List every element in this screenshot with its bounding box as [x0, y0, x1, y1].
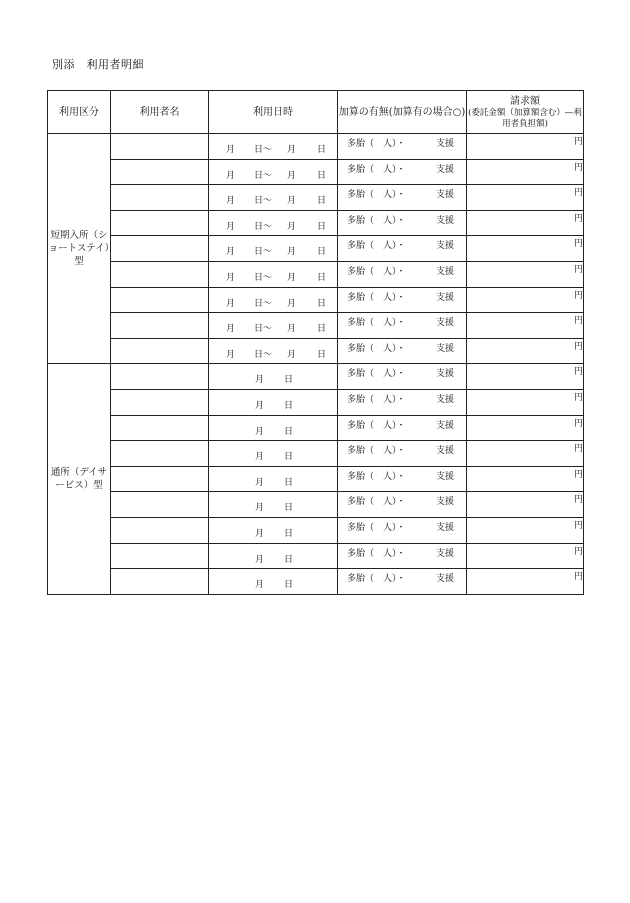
yen-label: 円 — [573, 137, 583, 147]
yen-label: 円 — [573, 495, 583, 506]
month-label: 月 — [287, 272, 297, 283]
month-label: 月 — [287, 170, 297, 181]
month-label: 月 — [226, 349, 236, 360]
user-name-cell[interactable] — [111, 517, 209, 543]
support-label: 支援 — [436, 548, 455, 559]
request-amount-cell[interactable] — [467, 441, 584, 467]
month-label: 月 — [255, 554, 265, 565]
table-row — [48, 492, 584, 518]
month-label: 月 — [226, 247, 236, 258]
user-name-cell[interactable] — [111, 441, 209, 467]
support-label: 支援 — [436, 139, 455, 149]
table-row — [48, 261, 584, 287]
month-label: 月 — [226, 221, 236, 232]
multi-birth-label: 多胎（ 人）・ — [347, 522, 406, 533]
yen-label: 円 — [573, 264, 583, 275]
addition-cell[interactable] — [338, 313, 467, 339]
category-cell: 通所（デイサービス）型 — [48, 364, 111, 594]
month-label: 月 — [287, 298, 297, 309]
day-label: 日 — [317, 272, 327, 283]
user-name-cell[interactable] — [111, 236, 209, 262]
day-label: 日 — [284, 503, 294, 514]
day-from-label: 日〜 — [254, 221, 273, 232]
yen-label: 円 — [573, 213, 583, 224]
month-label: 月 — [226, 196, 236, 207]
addition-cell[interactable] — [338, 492, 467, 518]
multi-birth-label: 多胎（ 人）・ — [347, 318, 406, 329]
user-name-cell[interactable] — [111, 210, 209, 236]
table-row — [48, 569, 584, 595]
header-usage-datetime: 利用日時 — [209, 91, 338, 134]
table-row — [48, 441, 584, 467]
yen-label: 円 — [573, 418, 583, 429]
day-from-label: 日〜 — [254, 349, 273, 360]
request-amount-cell[interactable] — [467, 134, 584, 160]
usage-date-cell[interactable] — [209, 261, 338, 287]
request-amount-cell[interactable] — [467, 338, 584, 364]
request-amount-cell[interactable] — [467, 492, 584, 518]
multi-birth-label: 多胎（ 人）・ — [347, 241, 406, 252]
day-from-label: 日〜 — [254, 324, 273, 335]
month-label: 月 — [287, 247, 297, 258]
request-amount-cell[interactable] — [467, 236, 584, 262]
request-amount-cell[interactable] — [467, 210, 584, 236]
usage-date-cell[interactable] — [209, 287, 338, 313]
table-row — [48, 466, 584, 492]
month-label: 月 — [255, 503, 265, 514]
yen-label: 円 — [573, 290, 583, 301]
support-label: 支援 — [436, 343, 455, 354]
user-name-cell[interactable] — [111, 287, 209, 313]
multi-birth-label: 多胎（ 人）・ — [347, 164, 406, 175]
multi-birth-label: 多胎（ 人）・ — [347, 420, 406, 431]
yen-label: 円 — [573, 392, 583, 403]
month-label: 月 — [287, 145, 297, 155]
day-from-label: 日〜 — [254, 272, 273, 283]
usage-date-cell[interactable] — [209, 543, 338, 569]
user-name-cell[interactable] — [111, 466, 209, 492]
yen-label: 円 — [573, 469, 583, 480]
request-amount-cell[interactable] — [467, 517, 584, 543]
header-request-sub: (委託金額（加算額含む）―利用者負担額) — [468, 107, 582, 129]
user-name-cell[interactable] — [111, 364, 209, 390]
request-amount-cell[interactable] — [467, 415, 584, 441]
user-name-cell[interactable] — [111, 185, 209, 211]
request-amount-cell[interactable] — [467, 543, 584, 569]
table-row — [48, 185, 584, 211]
request-amount-cell[interactable] — [467, 364, 584, 390]
usage-date-cell[interactable] — [209, 236, 338, 262]
yen-label: 円 — [573, 546, 583, 557]
table-row — [48, 159, 584, 185]
day-from-label: 日〜 — [254, 170, 273, 181]
usage-date-cell[interactable] — [209, 415, 338, 441]
addition-cell[interactable] — [338, 364, 467, 390]
user-name-cell[interactable] — [111, 389, 209, 415]
usage-date-cell[interactable] — [209, 134, 338, 160]
usage-date-cell[interactable] — [209, 441, 338, 467]
day-label: 日 — [317, 349, 327, 360]
support-label: 支援 — [436, 420, 455, 431]
day-label: 日 — [284, 452, 294, 463]
header-request-main: 請求額 — [510, 95, 540, 107]
day-label: 日 — [284, 528, 294, 539]
multi-birth-label: 多胎（ 人）・ — [347, 266, 406, 277]
multi-birth-label: 多胎（ 人）・ — [347, 497, 406, 508]
month-label: 月 — [255, 528, 265, 539]
addition-cell[interactable] — [338, 338, 467, 364]
day-from-label: 日〜 — [254, 145, 273, 155]
multi-birth-label: 多胎（ 人）・ — [347, 471, 406, 482]
multi-birth-label: 多胎（ 人）・ — [347, 574, 406, 585]
day-label: 日 — [317, 298, 327, 309]
usage-date-cell[interactable] — [209, 159, 338, 185]
request-amount-cell[interactable] — [467, 159, 584, 185]
table-row — [48, 313, 584, 339]
addition-cell[interactable] — [338, 415, 467, 441]
user-name-cell[interactable] — [111, 134, 209, 160]
usage-date-cell[interactable] — [209, 313, 338, 339]
addition-cell[interactable] — [338, 441, 467, 467]
usage-date-cell[interactable] — [209, 517, 338, 543]
day-label: 日 — [284, 477, 294, 488]
support-label: 支援 — [436, 164, 455, 175]
usage-date-cell[interactable] — [209, 210, 338, 236]
request-amount-cell[interactable] — [467, 389, 584, 415]
yen-label: 円 — [573, 188, 583, 199]
multi-birth-label: 多胎（ 人）・ — [347, 548, 406, 559]
month-label: 月 — [255, 375, 265, 386]
day-from-label: 日〜 — [254, 196, 273, 207]
yen-label: 円 — [573, 341, 583, 352]
yen-label: 円 — [573, 162, 583, 173]
usage-date-cell[interactable] — [209, 466, 338, 492]
support-label: 支援 — [436, 369, 455, 380]
support-label: 支援 — [436, 497, 455, 508]
yen-label: 円 — [573, 444, 583, 455]
usage-date-cell[interactable] — [209, 389, 338, 415]
header-addition: 加算の有無(加算有の場合○) — [338, 91, 467, 134]
day-label: 日 — [284, 554, 294, 565]
header-request-amount — [467, 91, 584, 134]
table-row — [48, 389, 584, 415]
table-row — [48, 338, 584, 364]
user-name-cell[interactable] — [111, 261, 209, 287]
support-label: 支援 — [436, 574, 455, 585]
support-label: 支援 — [436, 266, 455, 277]
category-cell: 短期入所（ショートステイ）型 — [48, 134, 111, 364]
day-label: 日 — [317, 324, 327, 335]
month-label: 月 — [287, 221, 297, 232]
support-label: 支援 — [436, 241, 455, 252]
table-row — [48, 210, 584, 236]
addition-cell[interactable] — [338, 159, 467, 185]
request-amount-cell[interactable] — [467, 261, 584, 287]
header-row — [48, 91, 584, 134]
addition-cell[interactable] — [338, 569, 467, 595]
document-title: 別添 利用者明細 — [52, 58, 144, 71]
table-row — [48, 236, 584, 262]
day-label: 日 — [317, 145, 327, 155]
yen-label: 円 — [573, 316, 583, 327]
support-label: 支援 — [436, 471, 455, 482]
addition-cell[interactable] — [338, 134, 467, 160]
user-name-cell[interactable] — [111, 543, 209, 569]
addition-cell[interactable] — [338, 517, 467, 543]
addition-cell[interactable] — [338, 543, 467, 569]
month-label: 月 — [287, 324, 297, 335]
user-name-cell[interactable] — [111, 492, 209, 518]
month-label: 月 — [226, 170, 236, 181]
day-label: 日 — [317, 196, 327, 207]
day-from-label: 日〜 — [254, 298, 273, 309]
month-label: 月 — [255, 426, 265, 437]
day-label: 日 — [317, 221, 327, 232]
support-label: 支援 — [436, 215, 455, 226]
day-label: 日 — [284, 580, 294, 591]
day-label: 日 — [317, 170, 327, 181]
header-user-name: 利用者名 — [111, 91, 209, 134]
usage-date-cell[interactable] — [209, 185, 338, 211]
month-label: 月 — [255, 580, 265, 591]
addition-cell[interactable] — [338, 185, 467, 211]
yen-label: 円 — [573, 520, 583, 531]
month-label: 月 — [255, 477, 265, 488]
table-row — [48, 287, 584, 313]
request-amount-cell[interactable] — [467, 313, 584, 339]
multi-birth-label: 多胎（ 人）・ — [347, 394, 406, 405]
yen-label: 円 — [573, 572, 583, 583]
multi-birth-label: 多胎（ 人）・ — [347, 369, 406, 380]
usage-date-cell[interactable] — [209, 569, 338, 595]
addition-cell[interactable] — [338, 210, 467, 236]
day-label: 日 — [284, 375, 294, 386]
month-label: 月 — [226, 324, 236, 335]
user-detail-table — [47, 90, 584, 595]
multi-birth-label: 多胎（ 人）・ — [347, 292, 406, 303]
addition-cell[interactable] — [338, 466, 467, 492]
month-label: 月 — [226, 272, 236, 283]
month-label: 月 — [255, 452, 265, 463]
usage-date-cell[interactable] — [209, 364, 338, 390]
request-amount-cell[interactable] — [467, 466, 584, 492]
multi-birth-label: 多胎（ 人）・ — [347, 139, 406, 149]
user-name-cell[interactable] — [111, 313, 209, 339]
multi-birth-label: 多胎（ 人）・ — [347, 190, 406, 201]
request-amount-cell[interactable] — [467, 569, 584, 595]
month-label: 月 — [226, 145, 236, 155]
multi-birth-label: 多胎（ 人）・ — [347, 446, 406, 457]
support-label: 支援 — [436, 318, 455, 329]
month-label: 月 — [255, 400, 265, 411]
addition-cell[interactable] — [338, 287, 467, 313]
usage-date-cell[interactable] — [209, 492, 338, 518]
table-row — [48, 543, 584, 569]
month-label: 月 — [287, 196, 297, 207]
table-row — [48, 517, 584, 543]
table-row — [48, 364, 584, 390]
usage-date-cell[interactable] — [209, 338, 338, 364]
support-label: 支援 — [436, 394, 455, 405]
user-name-cell[interactable] — [111, 159, 209, 185]
support-label: 支援 — [436, 446, 455, 457]
month-label: 月 — [226, 298, 236, 309]
user-name-cell[interactable] — [111, 338, 209, 364]
support-label: 支援 — [436, 190, 455, 201]
request-amount-cell[interactable] — [467, 287, 584, 313]
yen-label: 円 — [573, 239, 583, 250]
multi-birth-label: 多胎（ 人）・ — [347, 343, 406, 354]
support-label: 支援 — [436, 522, 455, 533]
user-name-cell[interactable] — [111, 415, 209, 441]
day-label: 日 — [284, 426, 294, 437]
addition-cell[interactable] — [338, 389, 467, 415]
table-row — [48, 415, 584, 441]
day-label: 日 — [284, 400, 294, 411]
multi-birth-label: 多胎（ 人）・ — [347, 215, 406, 226]
header-category: 利用区分 — [48, 91, 111, 134]
yen-label: 円 — [573, 367, 583, 378]
day-label: 日 — [317, 247, 327, 258]
addition-cell[interactable] — [338, 261, 467, 287]
request-amount-cell[interactable] — [467, 185, 584, 211]
support-label: 支援 — [436, 292, 455, 303]
user-name-cell[interactable] — [111, 569, 209, 595]
month-label: 月 — [287, 349, 297, 360]
day-from-label: 日〜 — [254, 247, 273, 258]
table-row — [48, 134, 584, 160]
addition-cell[interactable] — [338, 236, 467, 262]
